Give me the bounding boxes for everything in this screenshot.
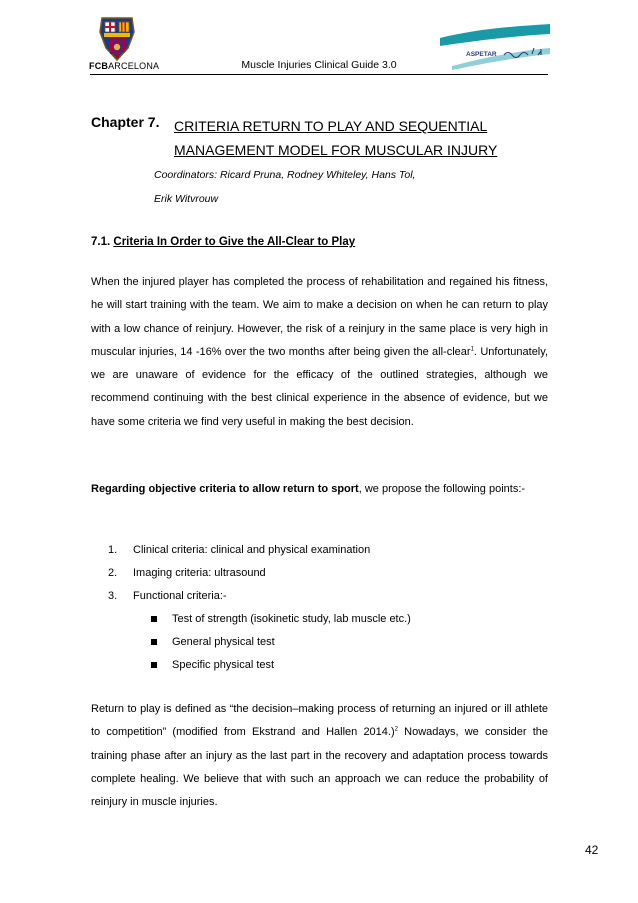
footnote-ref-2: 2 [394, 726, 398, 733]
section-number: 7.1. [91, 236, 111, 248]
coordinators-line2: Erik Witvrouw [154, 193, 219, 205]
aspetar-logo [400, 22, 550, 74]
coordinators [154, 163, 514, 211]
document-page: FCBARCELONA Muscle Injuries Clinical Guide 3.0 ASPETAR Chapter 7. CRITERIA RETURN TO PLAY AND SEQUENTIAL MANAGEMENT MODEL FOR MUSCULAR INJURY Coordinators: Ricard Pruna, Rodney Whiteley, Hans Tol, Erik Witvrouw 7.1. Criteria In Order to Give the All-Clear to Play When the injured player has completed the process of rehabilitation and regained his fitness, he will start training with the team. We aim to make a decision on when he can return to play with a low chance of reinjury. However, the risk of a reinjury in the same place is very high in muscular injuries, 14 -16% over the two months after being given the all-clear$^1$. Unfortunately, we are unaware of evidence for the efficacy of the outlined strategies, although we recommend continuing with the best clinical experience in the absence of evidence, but we have some criteria we find very useful in making the best decision. Regarding objective criteria to allow return to sport, we propose the following points:- 1. Clinical criteria: clinical and physical examination 2. Imaging criteria: ultrasound 3. Functional criteria:- Test of strength (isokinetic study, lab muscle etc.) General physical test Specific physical test Return to play is defined as “the decision–making process of returning an injured or ill athlete to competition” (modified from Ekstrand and Hallen 2014.)$^2$ Nowadays, we consider the training phase after an injury as the last part in the recovery and adaptation process towards complete healing. We believe that with such an approach we can reduce the probability of reinjury in muscle injuries. 42 [0, 0, 638, 903]
paragraph-intro: When the injured player has completed the process of rehabilitation and regained his fitness, he will start training with the team. We aim to make a decision on when he can return to play with a low chance of reinjury. However, the risk of a reinjury in the same place is very high in muscular injuries, 14 -16% over the two months after being given the all-clear$^1$. Unfortunately, we are unaware of evidence for the efficacy of the outlined strategies, although we recommend continuing with the best clinical experience in the absence of evidence, but we have some criteria we find very useful in making the best decision. [91, 276, 548, 428]
footnote-ref-1: 1 [470, 346, 474, 353]
fcb-brand-text: FCBARCELONA [89, 61, 160, 71]
square-bullet-icon [151, 662, 157, 668]
page-number: 42 [585, 843, 599, 857]
section-heading [91, 236, 355, 248]
svg-text:ASPETAR: ASPETAR [466, 51, 497, 58]
header-title: Muscle Injuries Clinical Guide 3.0 [241, 59, 397, 71]
chapter-label: Chapter 7. [91, 114, 160, 130]
header-divider [90, 74, 548, 75]
chapter-title [174, 114, 554, 162]
paragraph-return-to-play: Return to play is defined as “the decision–making process of returning an injured or ill athlete to competition” (modified from Ekstrand and Hallen 2014.)$^2$ Nowadays, we consider the training phase after an injury as the last part in the recovery and adaptation process towards complete healing. We believe that with such an approach we can reduce the probability of reinjury in muscle injuries. [91, 703, 548, 809]
coordinators-line1: Coordinators: Ricard Pruna, Rodney Whiteley, Hans Tol, [154, 169, 416, 181]
chapter-title-line1: CRITERIA RETURN TO PLAY AND SEQUENTIAL [174, 118, 488, 134]
criteria-lead: Regarding objective criteria to allow return to sport [91, 483, 359, 495]
paragraph-criteria: Regarding objective criteria to allow return to sport, we propose the following points:- [91, 483, 526, 495]
section-title: Criteria In Order to Give the All-Clear to Play [113, 236, 356, 248]
square-bullet-icon [151, 616, 157, 622]
chapter-title-line2: MANAGEMENT MODEL FOR MUSCULAR INJURY [174, 142, 498, 158]
square-bullet-icon [151, 639, 157, 645]
fcb-crest-logo [88, 14, 146, 62]
